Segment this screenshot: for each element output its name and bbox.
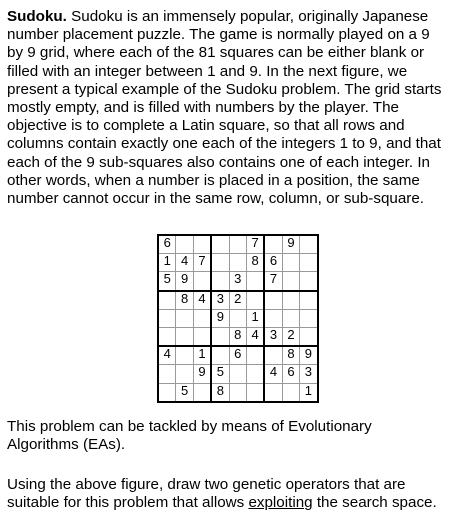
sudoku-cell: [176, 327, 193, 346]
sudoku-cell: 3: [229, 272, 246, 291]
intro-line: other words, when a number is placed in a position, the same: [7, 171, 420, 189]
sudoku-cell: 8: [282, 346, 299, 365]
sudoku-cell: [158, 291, 176, 310]
sudoku-cell: 8: [229, 327, 246, 346]
sudoku-cell: 6: [282, 365, 299, 383]
sudoku-cell: 8: [246, 254, 264, 272]
sudoku-cell: [229, 254, 246, 272]
sudoku-cell: [300, 291, 318, 310]
sudoku-cell: [282, 309, 299, 327]
intro-heading: Sudoku.: [7, 8, 67, 25]
sudoku-cell: [246, 272, 264, 291]
sudoku-cell: [282, 272, 299, 291]
sudoku-cell: [229, 383, 246, 402]
sudoku-cell: [264, 346, 282, 365]
sudoku-cell: [300, 309, 318, 327]
sudoku-cell: [193, 383, 211, 402]
sudoku-cell: [264, 309, 282, 327]
intro-paragraph: [7, 8, 468, 208]
sudoku-cell: [282, 291, 299, 310]
sudoku-cell: 1: [300, 383, 318, 402]
sudoku-cell: [158, 309, 176, 327]
sudoku-cell: 9: [193, 365, 211, 383]
sudoku-cell: [176, 309, 193, 327]
sudoku-cell: [300, 272, 318, 291]
sudoku-cell: [229, 365, 246, 383]
question-paragraph: [7, 476, 468, 512]
sudoku-cell: 3: [300, 365, 318, 383]
sudoku-cell: 1: [193, 346, 211, 365]
sudoku-row: [158, 346, 318, 365]
sudoku-cell: 4: [158, 346, 176, 365]
sudoku-row: [158, 365, 318, 383]
sudoku-cell: [282, 383, 299, 402]
sudoku-cell: [300, 254, 318, 272]
sudoku-cell: [211, 327, 229, 346]
sudoku-row: [158, 327, 318, 346]
sudoku-row: [158, 235, 318, 254]
sudoku-cell: 3: [264, 327, 282, 346]
intro-line: number placement puzzle. The game is normally played on a 9: [7, 26, 430, 44]
sudoku-cell: 2: [282, 327, 299, 346]
ea-paragraph: [7, 418, 468, 454]
sudoku-cell: [193, 309, 211, 327]
sudoku-cell: [211, 254, 229, 272]
question-line-2: [7, 494, 468, 512]
sudoku-cell: [300, 235, 318, 254]
sudoku-cell: 7: [264, 272, 282, 291]
intro-line: mostly empty, and is filled with numbers by the player. The: [7, 99, 399, 117]
sudoku-cell: 7: [193, 254, 211, 272]
sudoku-cell: [229, 309, 246, 327]
sudoku-cell: 2: [229, 291, 246, 310]
sudoku-row: [158, 254, 318, 272]
sudoku-row: [158, 309, 318, 327]
sudoku-cell: 4: [193, 291, 211, 310]
intro-line: each of the 9 sub-squares also contains one of each integer. In: [7, 153, 431, 171]
question-line: Using the above figure, draw two genetic operators that are: [7, 476, 406, 493]
sudoku-cell: 6: [264, 254, 282, 272]
sudoku-cell: [264, 235, 282, 254]
sudoku-cell: 8: [176, 291, 193, 310]
sudoku-cell: [246, 383, 264, 402]
question-text: suitable for this problem that allows: [7, 494, 249, 512]
intro-line: number cannot occur in the same row, column, or sub-square.: [7, 190, 425, 208]
sudoku-cell: 1: [246, 309, 264, 327]
sudoku-cell: 9: [211, 309, 229, 327]
sudoku-cell: [176, 365, 193, 383]
sudoku-cell: [211, 235, 229, 254]
sudoku-cell: [158, 327, 176, 346]
sudoku-cell: [246, 291, 264, 310]
sudoku-cell: 4: [264, 365, 282, 383]
sudoku-cell: [246, 365, 264, 383]
sudoku-cell: 6: [158, 235, 176, 254]
sudoku-cell: [229, 235, 246, 254]
question-text: the search space.: [312, 494, 437, 512]
sudoku-cell: 3: [211, 291, 229, 310]
ea-line: This problem can be tackled by means of Evolutionary: [7, 418, 372, 435]
ea-line: Algorithms (EAs).: [7, 436, 126, 454]
intro-line: objective is to complete a Latin square, so that all rows and: [7, 117, 405, 135]
sudoku-cell: [193, 235, 211, 254]
sudoku-cell: [282, 254, 299, 272]
sudoku-cell: 6: [229, 346, 246, 365]
sudoku-row: [158, 383, 318, 402]
sudoku-cell: [246, 346, 264, 365]
sudoku-cell: [264, 383, 282, 402]
exploiting-underlined: exploiting: [248, 494, 313, 512]
sudoku-cell: [211, 346, 229, 365]
sudoku-cell: 4: [176, 254, 193, 272]
sudoku-grid: [157, 234, 319, 403]
sudoku-cell: 4: [246, 327, 264, 346]
sudoku-cell: [176, 235, 193, 254]
intro-line: columns contain exactly one each of the integers 1 to 9, and that: [7, 135, 441, 153]
sudoku-cell: 5: [176, 383, 193, 402]
intro-line-1-text: Sudoku is an immensely popular, originally Japanese: [71, 8, 429, 25]
sudoku-cell: 9: [300, 346, 318, 365]
sudoku-cell: 5: [211, 365, 229, 383]
sudoku-cell: 7: [246, 235, 264, 254]
sudoku-cell: [211, 272, 229, 291]
sudoku-cell: 5: [158, 272, 176, 291]
intro-line-1: [7, 8, 468, 26]
sudoku-cell: 9: [176, 272, 193, 291]
sudoku-cell: [264, 291, 282, 310]
sudoku-cell: [176, 346, 193, 365]
sudoku-cell: [300, 327, 318, 346]
sudoku-cell: [158, 365, 176, 383]
intro-line: by 9 grid, where each of the 81 squares can be either blank or: [7, 44, 425, 62]
sudoku-row: [158, 291, 318, 310]
sudoku-cell: [158, 383, 176, 402]
sudoku-cell: 9: [282, 235, 299, 254]
intro-line: filled with an integer between 1 and 9. In the next figure, we: [7, 62, 408, 80]
sudoku-row: [158, 272, 318, 291]
sudoku-cell: 1: [158, 254, 176, 272]
sudoku-cell: [193, 272, 211, 291]
intro-line: present a typical example of the Sudoku problem. The grid starts: [7, 80, 442, 98]
sudoku-cell: [193, 327, 211, 346]
sudoku-cell: 8: [211, 383, 229, 402]
